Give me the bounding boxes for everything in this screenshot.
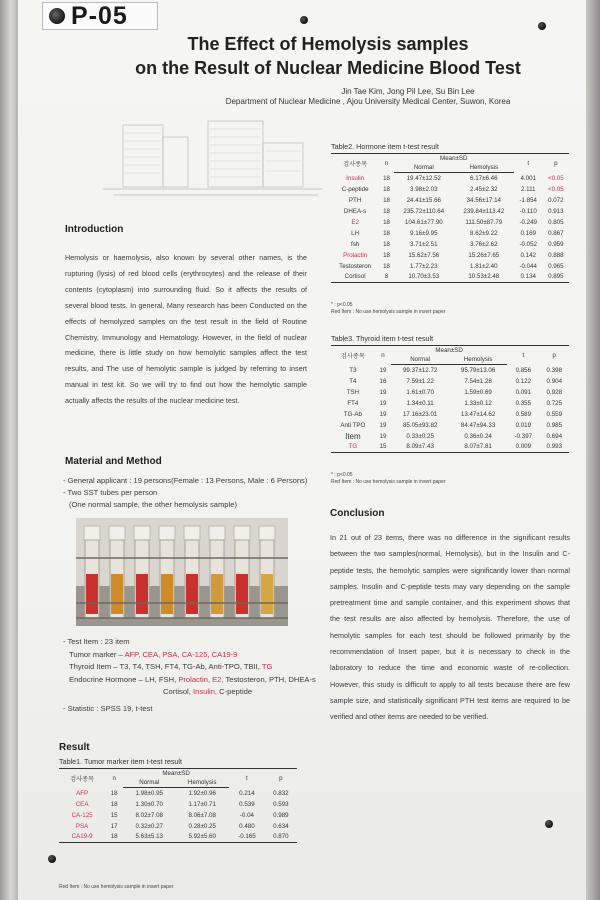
- th-hemolysis: Hemolysis: [449, 355, 507, 365]
- cell-n: 19: [379, 388, 387, 396]
- cell-t: -0.397: [514, 432, 533, 440]
- cell-n: 19: [379, 421, 387, 429]
- th-normal: Normal: [391, 355, 449, 365]
- cell-t: 4.001: [520, 174, 536, 182]
- cell-n: 19: [379, 410, 387, 418]
- cell-n: 18: [383, 218, 390, 226]
- th-item: 검사종목: [59, 769, 105, 788]
- push-pin-icon: [545, 820, 553, 828]
- th-t: t: [514, 154, 543, 173]
- cell-hemolysis: 1.92±0.96: [188, 789, 216, 797]
- tube-serum: [136, 574, 148, 614]
- cell-normal: 1.34±0.11: [406, 399, 434, 407]
- table3-caption: Table3. Thyroid item t-test result: [331, 334, 434, 343]
- tube-serum: [86, 574, 98, 614]
- cell-n: 18: [383, 196, 390, 204]
- cell-normal: 8.02±7.08: [135, 811, 163, 819]
- cell-hemolysis: 95.79±13.06: [460, 366, 496, 374]
- tumor-marker-prefix: Tumor marker –: [69, 649, 123, 659]
- cell-hemolysis: 84.47±94.33: [460, 421, 496, 429]
- tube-serum: [211, 574, 223, 614]
- cell-item: TSH: [346, 388, 360, 396]
- tube-cap: [109, 526, 125, 540]
- endocrine-line-2: [63, 686, 323, 699]
- table-row: [331, 376, 569, 387]
- cell-normal: 19.47±12.52: [406, 174, 441, 182]
- cell-normal: 24.41±15.66: [406, 196, 441, 204]
- tube-serum: [111, 574, 123, 614]
- cell-t: 0.091: [515, 388, 532, 396]
- tube-cap: [209, 526, 225, 540]
- cell-hemolysis: 3.76±2.62: [470, 240, 498, 248]
- table3-note: [331, 472, 446, 486]
- cell-n: 18: [383, 229, 390, 237]
- methods-tubes: - Two SST tubes per person: [63, 488, 158, 497]
- table2-caption: Table2. Hormone item t-test result: [331, 142, 439, 151]
- cell-t: 2.111: [520, 185, 536, 193]
- cell-hemolysis: 239.84±113.42: [463, 207, 505, 215]
- board-frame-left: [0, 0, 18, 900]
- table2-note-significance: * : p<0.05: [331, 302, 353, 308]
- cell-p: <0.05: [548, 185, 564, 193]
- table-row: [331, 272, 569, 283]
- statistic-line: - Statistic : SPSS 19, t-test: [63, 703, 153, 713]
- table-row: [331, 365, 569, 376]
- table1-caption: Table1. Tumor marker item t-test result: [59, 757, 183, 766]
- cell-t: 0.009: [507, 442, 540, 453]
- tumor-marker-red: AFP, CEA, PSA, CA-125, CA19-9: [124, 649, 238, 659]
- cell-normal: 235.72±110.64: [403, 207, 445, 215]
- introduction-body: Hemolysis or haemolysis, also known by several other names, is the rupturing (lysis) of red blood cells (erythrocytes) and the release of their contents (cytoplasm) into surrounding fluid. So it affects the results of several blood tests. In general, Many research has been Conducted on the effects of hemolyzed samples on the test result in the field of Routine Chemistry, Immunology and Hematology. However, in the field of nuclear medicine, there is little study on how hemolytic samples affect the test results, and The use of hemolytic sample is judged by referring to insert manual in test kit. So we will try to find out how the hemolytic sample actually affects the results of the nuclear medicine test.: [65, 253, 307, 406]
- cell-item: LH: [351, 229, 360, 237]
- cell-n: 19: [379, 399, 387, 407]
- cell-hemolysis: 7.54±1.28: [464, 377, 492, 385]
- cell-item: TG-Ab: [343, 410, 362, 418]
- cell-normal: 7.59±1.22: [406, 377, 434, 385]
- cell-p: 0.725: [546, 399, 563, 407]
- table1-note: Red Item : No use hemolysis sample in insert paper: [59, 884, 174, 890]
- cell-item: Item: [345, 431, 361, 441]
- cell-t: -0.044: [519, 262, 537, 270]
- cell-p: 0.867: [548, 229, 564, 237]
- th-item: 검사종목: [331, 346, 375, 365]
- cell-n: 19: [379, 366, 387, 374]
- cell-item: Anti TPO: [340, 421, 366, 429]
- cell-n: 18: [110, 789, 118, 797]
- thyroid-line: [63, 661, 323, 674]
- cell-t: -1.854: [519, 196, 537, 204]
- table-row: [331, 173, 569, 184]
- tube-cap: [259, 526, 275, 540]
- th-item: 검사종목: [331, 154, 379, 173]
- th-p: p: [540, 346, 569, 365]
- cell-item: PTH: [348, 196, 362, 204]
- cell-n: 18: [383, 207, 390, 215]
- cell-normal: 5.63±5.13: [123, 832, 175, 843]
- cell-item: C-peptide: [341, 185, 369, 193]
- sst-tubes-illustration: [76, 518, 288, 626]
- cell-hemolysis: 1.81±2.40: [470, 262, 498, 270]
- cell-hemolysis: 8.62±9.22: [470, 229, 498, 237]
- table-row: [331, 184, 569, 195]
- cell-t: 0.480: [239, 822, 255, 830]
- affiliation: Department of Nuclear Medicine , Ajou University Medical Center, Suwon, Korea: [225, 97, 511, 106]
- tube-cap: [84, 526, 100, 540]
- cell-t: -0.04: [239, 811, 254, 819]
- introduction-heading: Introduction: [65, 224, 124, 235]
- cell-item: CA19-9: [59, 832, 105, 843]
- cell-n: 17: [110, 822, 118, 830]
- thyroid-red: TG: [261, 662, 273, 671]
- cell-p: 0.805: [548, 218, 564, 226]
- table-row: [59, 788, 297, 799]
- table-row: [331, 398, 569, 409]
- cell-t: -0.110: [519, 207, 537, 215]
- tube-cap: [234, 526, 250, 540]
- conclusion-heading: Conclusion: [330, 508, 385, 519]
- table-row: [331, 261, 569, 272]
- poster: [18, 0, 586, 900]
- table2-note-red: Red Item : No use hemolysis sample in insert paper: [331, 309, 446, 315]
- cell-hemolysis: 10.53±2.48: [454, 272, 514, 283]
- hospital-building-sketch: [103, 115, 323, 200]
- cell-hemolysis: 6.17±6.46: [470, 174, 498, 182]
- cell-normal: 10.70±3.53: [394, 272, 454, 283]
- poster-number: P-05: [71, 2, 128, 30]
- cell-n: 18: [110, 800, 118, 808]
- cell-hemolysis: 13.47±14.62: [460, 410, 496, 418]
- th-t: t: [229, 769, 265, 788]
- cell-p: 0.634: [273, 822, 289, 830]
- cell-n: 18: [383, 251, 390, 259]
- tumor-marker-line: [63, 649, 323, 662]
- cell-p: 0.985: [546, 421, 563, 429]
- cell-normal: 85.05±93.82: [402, 421, 438, 429]
- endocrine2-suffix: C-peptide: [219, 687, 253, 696]
- cell-normal: 1.98±0.95: [135, 789, 163, 797]
- test-items: [63, 636, 323, 715]
- cell-normal: 15.62±7.56: [408, 251, 440, 259]
- cell-item: FT4: [347, 399, 359, 407]
- cell-item: AFP: [76, 789, 89, 797]
- cell-item: T3: [349, 366, 357, 374]
- cell-normal: 9.16±9.95: [410, 229, 438, 237]
- cell-t: 0.856: [515, 366, 532, 374]
- cell-p: 0.913: [548, 207, 564, 215]
- table2: [331, 153, 569, 283]
- cell-t: 0.169: [520, 229, 536, 237]
- cell-n: 8: [379, 272, 394, 283]
- table3: [331, 345, 569, 453]
- cell-p: 0.593: [273, 800, 289, 808]
- cell-p: 0.694: [546, 432, 563, 440]
- th-n: n: [379, 154, 394, 173]
- cell-t: -0.165: [229, 832, 265, 843]
- cell-p: 0.989: [273, 811, 289, 819]
- table-row: [331, 442, 569, 453]
- cell-item: DHEA-s: [343, 207, 367, 215]
- cell-hemolysis: 8.07±7.81: [449, 442, 507, 453]
- th-n: n: [375, 346, 391, 365]
- th-hemolysis: Hemolysis: [454, 163, 514, 173]
- cell-normal: 1.30±0.70: [135, 800, 163, 808]
- tube-serum: [161, 574, 173, 614]
- cell-n: 18: [383, 240, 390, 248]
- endocrine-red: Prolactin, E2,: [178, 674, 224, 684]
- cell-item: PSA: [75, 822, 89, 830]
- th-hemolysis: Hemolysis: [175, 778, 229, 788]
- cell-p: 0.870: [265, 832, 297, 843]
- cell-p: 0.965: [548, 262, 564, 270]
- cell-hemolysis: 5.92±5.60: [175, 832, 229, 843]
- cell-normal: 8.09±7.43: [391, 442, 449, 453]
- cell-t: 0.355: [515, 399, 532, 407]
- table3-note-red: Red Item : No use hemolysis sample in insert paper: [331, 479, 446, 485]
- th-normal: Normal: [123, 778, 175, 788]
- cell-p: <0.05: [548, 174, 564, 182]
- cell-t: 0.539: [239, 800, 255, 808]
- conclusion-body: In 21 out of 23 items, there was no difference in the significant results between the two samples(normal, Hemolysis), but in the Insulin and C-peptide tests, the hemolytic samples were significantly lower than normal samples. Insulin and C-peptide tests may vary depending on the sample pretreatment time and sample container, and this experiment shows that the test results are also affected by hemolysis. Therefore, the use of hemolytic samples for each test should be followed primarily by the recommendation of Insert paper, but it is necessary to check in the laboratory to reduce the time and economic waste of re-collection. However, this study is difficult to apply to all tests because there are few sample size, and statistically significant PTH test items are required to be verified and other items are needed to be verified.: [330, 533, 570, 722]
- result-heading: Result: [59, 742, 90, 753]
- cell-t: 0.019: [515, 421, 532, 429]
- cell-hemolysis: 2.45±2.32: [470, 185, 498, 193]
- cell-hemolysis: 8.06±7.08: [188, 811, 216, 819]
- cell-t: -0.052: [519, 240, 537, 248]
- title-line-1: The Effect of Hemolysis samples: [187, 34, 469, 54]
- cell-hemolysis: 34.56±17.14: [466, 196, 501, 204]
- th-t: t: [507, 346, 540, 365]
- th-n: n: [105, 769, 123, 788]
- cell-item: Testosteron: [339, 262, 372, 270]
- table-row: [59, 810, 297, 821]
- poster-number-badge: [42, 2, 158, 30]
- cell-item: Prolactin: [343, 251, 368, 259]
- poster-title: [68, 32, 586, 80]
- cell-item: TG: [331, 442, 375, 453]
- cell-n: 18: [383, 185, 390, 193]
- methods-list: [63, 475, 318, 511]
- tube-serum: [236, 574, 248, 614]
- cell-hemolysis: 1.59±0.69: [464, 388, 492, 396]
- endocrine-prefix: Endocrine Hormone – LH, FSH,: [69, 674, 177, 684]
- tube-serum: [186, 574, 198, 614]
- cell-p: 0.993: [540, 442, 569, 453]
- test-item-count: - Test Item : 23 item: [63, 637, 130, 646]
- board-frame-right: [586, 0, 600, 900]
- cell-item: fsh: [350, 240, 360, 248]
- cell-n: 18: [383, 262, 390, 270]
- cell-t: 0.214: [239, 789, 255, 797]
- th-mean-sd: Mean±SD: [391, 346, 507, 356]
- cell-item: E2: [351, 218, 359, 226]
- cell-t: 0.122: [515, 377, 532, 385]
- cell-n: 15: [375, 442, 391, 453]
- cell-item: Insulin: [346, 174, 365, 182]
- cell-normal: 17.16±23.01: [402, 410, 438, 418]
- table-row: [331, 420, 569, 431]
- table-row: [59, 821, 297, 832]
- thyroid-prefix: Thyroid Item – T3, T4, TSH, FT4, TG-Ab, Anti-TPO, TBII,: [69, 662, 260, 671]
- cell-p: 0.959: [548, 240, 564, 248]
- cell-item: T4: [349, 377, 357, 385]
- th-p: p: [265, 769, 297, 788]
- table3-note-significance: * : p<0.05: [331, 472, 353, 478]
- methods-applicant: - General applicant : 19 persons(Female : 13 Persons, Male : 6 Persons): [63, 476, 308, 485]
- cell-p: 0.928: [546, 388, 563, 396]
- cell-normal: 1.61±0.70: [406, 388, 434, 396]
- cell-normal: 99.37±12.72: [402, 366, 438, 374]
- table-row: [331, 228, 569, 239]
- title-line-2: on the Result of Nuclear Medicine Blood Test: [135, 58, 521, 78]
- table-row: [331, 195, 569, 206]
- methods-tubes-note: (One normal sample, the other hemolysis sample): [69, 500, 237, 509]
- methods-heading: Material and Method: [65, 456, 162, 467]
- endocrine-suffix: Testosteron, PTH, DHEA-s: [225, 674, 316, 684]
- cell-normal: 104.61±77.90: [404, 218, 443, 226]
- cell-n: 18: [383, 174, 390, 182]
- cell-item: CA-125: [71, 811, 93, 819]
- table1: [59, 768, 297, 843]
- cell-hemolysis: 111.50±87.79: [465, 218, 503, 226]
- cell-t: -0.249: [519, 218, 537, 226]
- th-normal: Normal: [394, 163, 454, 173]
- sst-tubes-photo: [76, 518, 288, 626]
- endocrine2-prefix: Cortisol,: [163, 687, 191, 696]
- table-row: [331, 239, 569, 250]
- th-mean-sd: Mean±SD: [394, 154, 514, 164]
- tube-cap: [184, 526, 200, 540]
- cell-p: 0.904: [546, 377, 563, 385]
- cell-hemolysis: 1.17±0.71: [188, 800, 216, 808]
- cell-p: 0.398: [546, 366, 563, 374]
- binder-clip-icon: [49, 8, 65, 24]
- cell-hemolysis: 1.33±0.12: [464, 399, 492, 407]
- endocrine2-red: Insulin,: [192, 687, 218, 696]
- table2-note: [331, 302, 446, 316]
- table-row: [331, 409, 569, 420]
- cell-item: CEA: [75, 800, 89, 808]
- cell-normal: 1.77±2.23: [410, 262, 438, 270]
- authors: Jin Tae Kim, Jong Pil Lee, Su Bin Lee: [341, 87, 475, 96]
- cell-p: 0.072: [548, 196, 564, 204]
- cell-normal: 0.33±0.25: [406, 432, 434, 440]
- cell-t: 0.142: [520, 251, 536, 259]
- cell-p: 0.888: [548, 251, 564, 259]
- cell-normal: 0.32±0.27: [135, 822, 163, 830]
- push-pin-icon: [48, 855, 56, 863]
- push-pin-icon: [300, 16, 308, 24]
- cell-p: 0.895: [543, 272, 569, 283]
- th-p: p: [543, 154, 569, 173]
- cell-t: 0.589: [515, 410, 532, 418]
- table-row: [331, 217, 569, 228]
- cell-normal: 3.98±2.03: [410, 185, 438, 193]
- cell-p: 0.832: [273, 789, 289, 797]
- table-row: [331, 431, 569, 442]
- table-row: [59, 799, 297, 810]
- tube-cap: [159, 526, 175, 540]
- cell-t: 0.134: [514, 272, 543, 283]
- tube-serum: [261, 574, 273, 614]
- cell-normal: 3.71±2.51: [410, 240, 438, 248]
- cell-hemolysis: 0.28±0.25: [188, 822, 216, 830]
- endocrine-line: [63, 674, 323, 687]
- push-pin-icon: [538, 22, 546, 30]
- cell-n: 19: [379, 432, 387, 440]
- cell-item: Cortisol: [331, 272, 379, 283]
- cell-hemolysis: 0.36±0.24: [464, 432, 492, 440]
- tube-cap: [134, 526, 150, 540]
- cell-p: 0.559: [546, 410, 563, 418]
- table-row: [59, 832, 297, 843]
- table-row: [331, 250, 569, 261]
- table-row: [331, 206, 569, 217]
- cell-n: 18: [105, 832, 123, 843]
- cell-n: 15: [110, 811, 118, 819]
- th-mean-sd: Mean±SD: [123, 769, 229, 779]
- cell-n: 16: [379, 377, 387, 385]
- cell-hemolysis: 15.26±7.65: [468, 251, 500, 259]
- table-row: [331, 387, 569, 398]
